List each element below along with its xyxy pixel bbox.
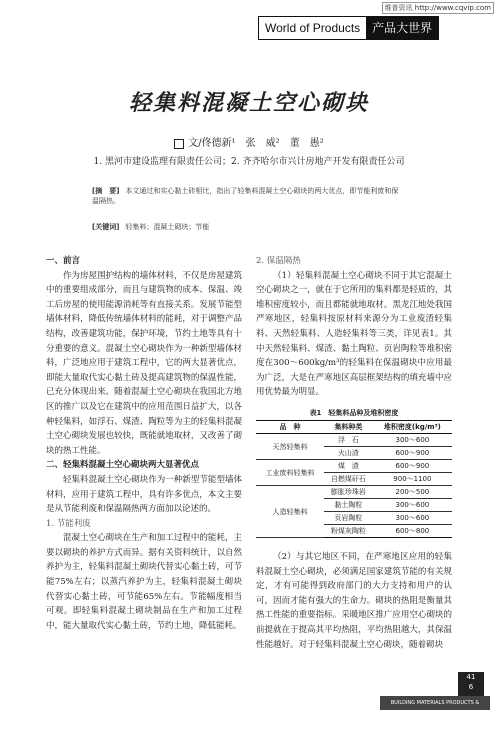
authors-text: 文/佟德新¹ 张 威² 董 愚²	[188, 138, 324, 149]
watermark: 维普资讯 http://www.cqvip.com	[382, 2, 494, 14]
banner-english: World of Products	[259, 17, 366, 39]
table-cell: 膨胀珍珠岩	[324, 486, 373, 499]
table-cell: 页岩陶粒	[324, 512, 373, 525]
keywords-text: 轻集料；混凝土砌块；节能	[125, 223, 210, 231]
section-2-paragraph: 轻集料混凝土空心砌块作为一种新型节能型墙体材料，应用于建筑工程中，具有许多优点，本文主要是从节能利废和保温隔热两方面加以论述的。	[46, 474, 242, 515]
table-cell: 黏土陶粒	[324, 499, 373, 512]
issue-number: 6	[468, 683, 474, 691]
table-category: 天然轻集料	[256, 434, 324, 460]
table-cell: 300～600	[373, 499, 452, 512]
subsection-2-heading: 2. 保温隔热	[256, 256, 301, 266]
table-cell: 600～900	[373, 460, 452, 473]
keywords-label: [关键词]	[92, 223, 120, 231]
author-box-icon	[174, 139, 184, 149]
table-cell: 煤 渣	[324, 460, 373, 473]
table-header-row	[256, 421, 452, 434]
table-cell: 600～800	[373, 525, 452, 538]
table-row	[256, 460, 452, 473]
subsection-2-paragraph-1: （1）轻集料混凝土空心砌块不同于其它混凝土空心砌块之一，就在于它所用的集料都是轻质的，其堆积密度较小，而且都能就地取材。黑龙江地处我国严寒地区，轻集料按原材料来源分为工业废渣轻集料、天然轻集料、人造轻集料等三类，详见表1。其中天然轻集料、煤渣、黏土陶粒、页岩陶粒等堆积密度在300～600kg/m³的轻集料在保温砌块中应用最为广泛，大是在严寒地区高层框架结构的填充墙中应用优势最为明显。	[256, 270, 452, 398]
table-cell: 600～900	[373, 447, 452, 460]
subsection-1-heading: 1. 节能利废	[46, 518, 91, 529]
table-row	[256, 486, 452, 499]
right-column-top	[256, 254, 452, 400]
section-2-heading: 二、轻集料混凝土空心砌块两大显著优点	[46, 460, 200, 471]
article-title: 轻集料混凝土空心砌块	[128, 90, 369, 116]
table-row	[256, 434, 452, 447]
table-cell: 火山渣	[324, 447, 373, 460]
section-1-heading: 一、前言	[46, 256, 81, 266]
abstract-label: [摘 要]	[92, 187, 120, 195]
right-column-bottom	[256, 550, 452, 652]
table-category: 工业废料轻集料	[256, 460, 324, 486]
table-cell: 300～600	[373, 512, 452, 525]
journal-banner	[258, 16, 439, 40]
affiliation: 1. 黑河市建设监理有限责任公司；2. 齐齐哈尔市兴计房地产开发有限责任公司	[93, 157, 405, 167]
table-caption: 表1 轻集料品种及堆积密度	[309, 409, 399, 417]
abstract-text: 本文通过和实心黏土砖相比，指出了轻集料混凝土空心砌块的两大优点，即节能利废和保温隔热。	[92, 187, 399, 205]
journal-footer: BUILDING MATERIALS PRODUCTS & APPLICATION 2000	[380, 696, 490, 710]
table-cell: 200～500	[373, 486, 452, 499]
aggregate-table	[256, 420, 452, 538]
left-column	[46, 254, 242, 633]
table-cell: 粉煤灰陶粒	[324, 525, 373, 538]
subsection-2-paragraph-2: （2）与其它地区不同，在严寒地区应用的轻集料混凝土空心砌块，必须满足国家建筑节能的有关规定，才有可能得到政府部门的大力支持和用户的认可，因而才能有强大的生命力。砌块的热阻是衡量其热工性能的重要指标。采暖地区推广应用空心砌块的前提就在于提高其平均热阻，平均热阻越大，其保温性能越好。对于轻集料混凝土空心砌块，随着砌块	[256, 552, 452, 650]
abstract	[92, 186, 402, 206]
subsection-1-paragraph: 混凝土空心砌块在生产和加工过程中的能耗，主要以砌块的养护方式而异。据有关资料统计，以自然养护为主，轻集料混凝土砌块代替实心黏土砖，可节能75%左右；以蒸汽养护为主，轻集料混凝土砌块代替实心黏土砖，可节能65%左右。节能幅度相当可观。即轻集料混凝土砌块制品在生产和加工过程中，能大量取代实心黏土砖，节约土地，降低能耗。	[46, 533, 242, 631]
table-header-cell: 品 种	[256, 421, 324, 434]
table-cell: 300～600	[373, 434, 452, 447]
table-cell: 900～1100	[373, 473, 452, 486]
page-number: 41	[466, 673, 476, 681]
section-1-paragraph: 作为房屋围护结构的墙体材料，不仅是房屋建筑中的重要组成部分，而且与建筑物的成本、保温、竣工后房屋的使用能源消耗等有直接关系。发展节能型墙体材料，降低传统墙体材料的能耗，对于调整产品结构，改善建筑功能，保护环境，节约土地等具有十分重要的意义。混凝土空心砌块作为一种新型墙体材料，广泛地应用于建筑工程中，它的两大显著优点，即能大量取代实心黏土砖及提高建筑物的保温性能，已充分体现出来。随着混凝土空心砌块在我国北方地区的推广以及它在建筑中的应用范围日益扩大，以各种轻集料，如浮石、煤渣、陶粒等为主的轻集料混凝土空心砌块发展也较快，既能就地取材，又改善了砌块的热工性能。	[46, 270, 242, 456]
table-header-cell: 集料种类	[324, 421, 373, 434]
banner-chinese: 产品大世界	[366, 17, 438, 39]
table-cell: 浮 石	[324, 434, 373, 447]
authors	[0, 134, 498, 149]
table-cell: 自燃煤矸石	[324, 473, 373, 486]
table-header-cell: 堆积密度(kg/m³)	[373, 421, 452, 434]
keywords	[92, 222, 402, 232]
table-category: 人造轻集料	[256, 486, 324, 538]
